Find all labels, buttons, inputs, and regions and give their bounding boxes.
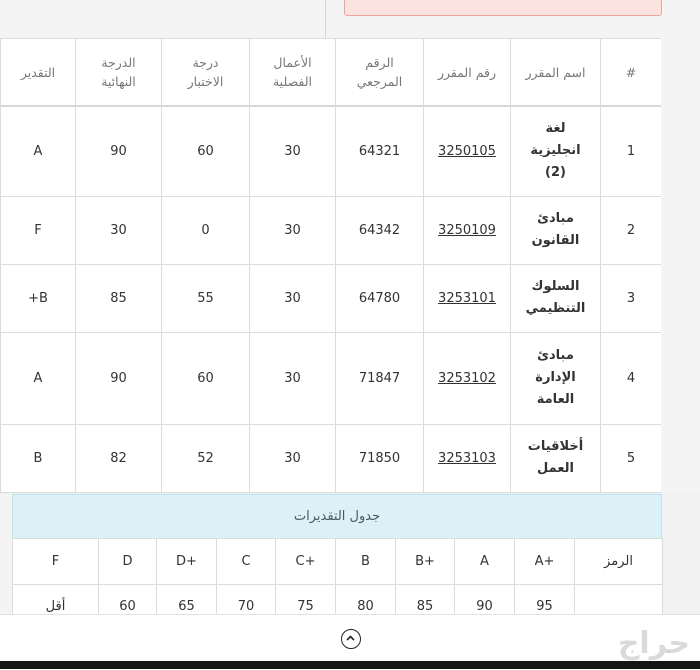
cell-name: لغة انجليزية (2)	[511, 106, 601, 196]
table-row	[1, 196, 662, 264]
course-code-link[interactable]: 3250105	[438, 143, 496, 159]
chevron-up-circle-icon[interactable]	[341, 629, 361, 649]
cell-final: 82	[76, 424, 162, 492]
cell-final: 90	[76, 106, 162, 196]
scale-min: 95	[515, 585, 575, 628]
scale-min: أقل	[13, 585, 99, 628]
cell-name: أخلاقيات العمل	[511, 424, 601, 492]
cell-final: 85	[76, 264, 162, 332]
scale-min: 80	[336, 585, 396, 628]
cell-code	[424, 332, 511, 424]
scale-letters-row	[13, 539, 663, 585]
cell-coursework: 30	[250, 424, 336, 492]
scale-letter: C+	[276, 539, 336, 585]
scale-letter: D	[99, 539, 157, 585]
grades-table	[0, 38, 662, 493]
scale-min: 75	[276, 585, 336, 628]
scale-min: 90	[455, 585, 515, 628]
scale-min: 85	[396, 585, 455, 628]
cell-ref: 71850	[336, 424, 424, 492]
cell-num: 1	[601, 106, 662, 196]
cell-num: 2	[601, 196, 662, 264]
scale-letter: A+	[515, 539, 575, 585]
grade-scale-title: جدول التقديرات	[12, 494, 662, 540]
course-code-link[interactable]: 3253101	[438, 290, 496, 306]
cell-ref: 64342	[336, 196, 424, 264]
table-header-row	[1, 39, 662, 107]
scale-letter: C	[217, 539, 276, 585]
table-row	[1, 332, 662, 424]
header-num: #	[601, 39, 662, 107]
cell-name: مبادئ الإدارة العامة	[511, 332, 601, 424]
cell-grade: B	[1, 424, 76, 492]
cell-final: 30	[76, 196, 162, 264]
divider	[325, 0, 326, 38]
right-gutter	[661, 38, 700, 494]
cell-ref: 64780	[336, 264, 424, 332]
scale-letter: B+	[396, 539, 455, 585]
course-code-link[interactable]: 3250109	[438, 222, 496, 238]
cell-exam: 52	[162, 424, 250, 492]
scale-min: 70	[217, 585, 276, 628]
header-name: اسم المقرر	[511, 39, 601, 107]
cell-coursework: 30	[250, 196, 336, 264]
cell-grade: +B	[1, 264, 76, 332]
cell-num: 4	[601, 332, 662, 424]
course-code-link[interactable]: 3253102	[438, 370, 496, 386]
header-code: رقم المقرر	[424, 39, 511, 107]
cell-num: 5	[601, 424, 662, 492]
left-gutter	[0, 494, 12, 614]
top-area	[0, 0, 700, 38]
scale-letter: D+	[157, 539, 217, 585]
cell-ref: 71847	[336, 332, 424, 424]
cell-code	[424, 264, 511, 332]
cell-final: 90	[76, 332, 162, 424]
scale-min: 65	[157, 585, 217, 628]
header-ref: الرقم المرجعي	[336, 39, 424, 107]
cell-name: مبادئ القانون	[511, 196, 601, 264]
cell-exam: 55	[162, 264, 250, 332]
cell-coursework: 30	[250, 332, 336, 424]
cell-grade: A	[1, 106, 76, 196]
cell-exam: 60	[162, 332, 250, 424]
header-coursework: الأعمال الفصلية	[250, 39, 336, 107]
course-code-link[interactable]: 3253103	[438, 450, 496, 466]
cell-code	[424, 196, 511, 264]
scale-letter: F	[13, 539, 99, 585]
header-grade: التقدير	[1, 39, 76, 107]
bottom-edge	[0, 661, 700, 669]
cell-coursework: 30	[250, 106, 336, 196]
watermark-logo: حراج	[617, 626, 690, 661]
cell-grade: A	[1, 332, 76, 424]
cell-coursework: 30	[250, 264, 336, 332]
cell-ref: 64321	[336, 106, 424, 196]
header-final: الدرجة النهائية	[76, 39, 162, 107]
scale-letter: B	[336, 539, 396, 585]
grade-scale-panel	[12, 494, 662, 614]
cell-num: 3	[601, 264, 662, 332]
scale-min: 60	[99, 585, 157, 628]
cell-grade: F	[1, 196, 76, 264]
header-exam: درجة الاختبار	[162, 39, 250, 107]
scale-letter: A	[455, 539, 515, 585]
table-row	[1, 106, 662, 196]
cell-code	[424, 106, 511, 196]
cell-name: السلوك التنظيمي	[511, 264, 601, 332]
scale-symbol-label: الرمز	[575, 539, 663, 585]
table-row	[1, 424, 662, 492]
cell-exam: 60	[162, 106, 250, 196]
alert-box	[344, 0, 662, 16]
cell-exam: 0	[162, 196, 250, 264]
table-row	[1, 264, 662, 332]
cell-code	[424, 424, 511, 492]
